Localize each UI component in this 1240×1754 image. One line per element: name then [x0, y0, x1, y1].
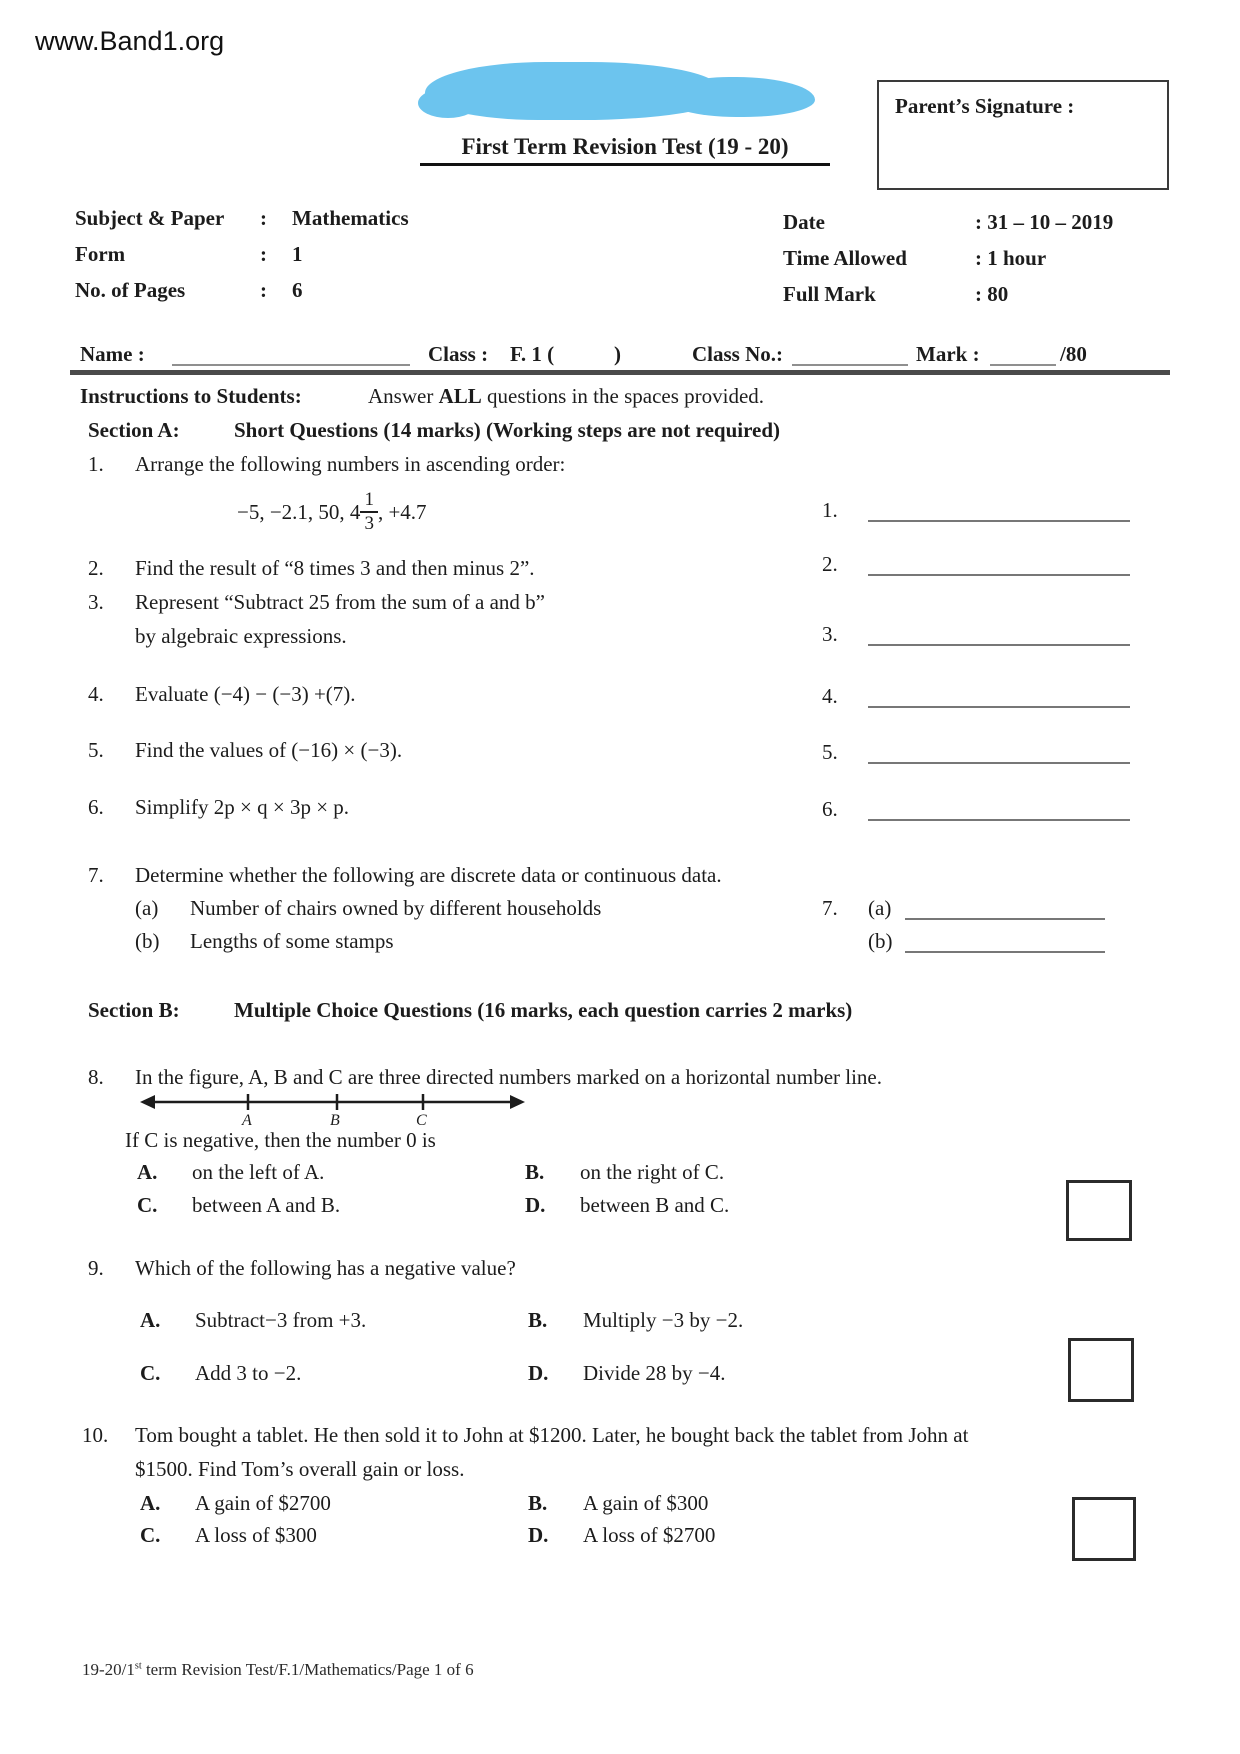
q8-option-c-text: between A and B.: [192, 1193, 341, 1217]
pages-value: 6: [292, 278, 303, 302]
q8-option-d-key: D.: [525, 1193, 546, 1217]
q10-option-a-key: A.: [140, 1491, 161, 1515]
answer-blank-7a[interactable]: [905, 896, 1105, 920]
q8-option-d-text: between B and C.: [580, 1193, 730, 1217]
q8-option-c-key: C.: [137, 1193, 158, 1217]
section-b-title: Multiple Choice Questions (16 marks, each question carries 2 marks): [234, 998, 853, 1022]
parent-signature-box[interactable]: [877, 80, 1169, 190]
instructions-label: Instructions to Students:: [80, 384, 302, 408]
q9-option-d-key: D.: [528, 1361, 549, 1385]
q2-text: Find the result of “8 times 3 and then minus 2”.: [135, 556, 535, 580]
pages-label: No. of Pages: [75, 278, 186, 302]
form-label: Form: [75, 242, 126, 266]
q10-option-d-key: D.: [528, 1523, 549, 1547]
numberline-label-c: C: [416, 1112, 427, 1129]
class-no-label: Class No.:: [692, 342, 784, 366]
q9-option-b-text: Multiply −3 by −2.: [583, 1308, 744, 1332]
section-a-label: Section A:: [88, 418, 180, 442]
q3-text-line2: by algebraic expressions.: [135, 624, 347, 648]
answer-blank-6[interactable]: [868, 797, 1130, 821]
q8-option-a-key: A.: [137, 1160, 158, 1184]
class-value: F. 1 (: [510, 342, 555, 366]
q6-answer-number: 6.: [822, 797, 838, 821]
watermark-text: www.Band1.org: [35, 26, 225, 56]
time-allowed-label: Time Allowed: [783, 246, 907, 270]
q7b-text: Lengths of some stamps: [190, 929, 394, 953]
q5-text: Find the values of (−16) × (−3).: [135, 738, 403, 762]
q10-option-b-text: A gain of $300: [583, 1491, 709, 1515]
q5-answer-number: 5.: [822, 740, 838, 764]
q9-option-a-key: A.: [140, 1308, 161, 1332]
q7a-answer-label: (a): [868, 896, 892, 920]
mark-blank[interactable]: [990, 342, 1056, 366]
subject-colon: :: [260, 206, 267, 230]
class-label: Class :: [428, 342, 489, 366]
q10-option-b-key: B.: [528, 1491, 548, 1515]
answer-box-q8[interactable]: [1066, 1180, 1132, 1241]
class-no-blank[interactable]: [792, 342, 908, 366]
q8-subtext: If C is negative, then the number 0 is: [125, 1128, 436, 1152]
q8-option-b-text: on the right of C.: [580, 1160, 725, 1184]
subject-value: Mathematics: [292, 206, 409, 230]
q8-number: 8.: [88, 1065, 104, 1089]
q7-number: 7.: [88, 863, 104, 887]
q6-number: 6.: [88, 795, 104, 819]
q1-answer-number: 1.: [822, 498, 838, 522]
q4-number: 4.: [88, 682, 104, 706]
q10-text-line1: Tom bought a tablet. He then sold it to John at $1200. Later, he bought back the tablet from John at: [135, 1423, 969, 1447]
divider-rule: [70, 370, 1170, 375]
answer-blank-5[interactable]: [868, 740, 1130, 764]
section-b-label: Section B:: [88, 998, 180, 1022]
answer-box-q9[interactable]: [1068, 1338, 1134, 1402]
q4-text: Evaluate (−4) − (−3) +(7).: [135, 682, 356, 706]
full-mark-label: Full Mark: [783, 282, 876, 306]
parent-signature-label: Parent’s Signature :: [895, 94, 1075, 118]
answer-blank-2[interactable]: [868, 552, 1130, 576]
numberline-label-a: A: [242, 1112, 252, 1129]
q3-number: 3.: [88, 590, 104, 614]
mark-label: Mark :: [916, 342, 980, 366]
q1-text: Arrange the following numbers in ascending order:: [135, 452, 566, 476]
answer-blank-7b[interactable]: [905, 929, 1105, 953]
q9-option-c-key: C.: [140, 1361, 161, 1385]
page-footer: 19-20/1st term Revision Test/F.1/Mathematics/Page 1 of 6: [82, 1660, 474, 1679]
form-value: 1: [292, 242, 303, 266]
q8-text: In the figure, A, B and C are three directed numbers marked on a horizontal number line.: [135, 1065, 882, 1089]
q9-option-d-text: Divide 28 by −4.: [583, 1361, 726, 1385]
footer-superscript: st: [134, 1660, 142, 1672]
q10-text-line2: $1500. Find Tom’s overall gain or loss.: [135, 1457, 465, 1481]
pages-colon: :: [260, 278, 267, 302]
q7b-label: (b): [135, 929, 160, 953]
subject-label: Subject & Paper: [75, 206, 225, 230]
class-paren-close: ): [614, 342, 621, 366]
date-value: : 31 – 10 – 2019: [975, 210, 1114, 234]
q9-option-b-key: B.: [528, 1308, 548, 1332]
time-allowed-value: : 1 hour: [975, 246, 1047, 270]
q1-fraction: $\frac{1}{3}$: [360, 490, 378, 534]
form-colon: :: [260, 242, 267, 266]
exam-title: First Term Revision Test (19 - 20): [420, 134, 830, 166]
q10-number: 10.: [82, 1423, 109, 1447]
q9-number: 9.: [88, 1256, 104, 1280]
mark-total: /80: [1060, 342, 1087, 366]
q7b-answer-label: (b): [868, 929, 893, 953]
q8-option-a-text: on the left of A.: [192, 1160, 325, 1184]
q7-text: Determine whether the following are discrete data or continuous data.: [135, 863, 722, 887]
q2-answer-number: 2.: [822, 552, 838, 576]
name-blank[interactable]: [172, 342, 410, 366]
q9-option-a-text: Subtract−3 from +3.: [195, 1308, 367, 1332]
q4-answer-number: 4.: [822, 684, 838, 708]
redaction-blob-edge: [418, 88, 478, 118]
name-label: Name :: [80, 342, 145, 366]
redaction-blob-tail: [665, 77, 815, 117]
full-mark-value: : 80: [975, 282, 1009, 306]
instructions-text: Answer ALL questions in the spaces provided.: [368, 384, 765, 408]
answer-box-q10[interactable]: [1072, 1497, 1136, 1561]
q10-option-d-text: A loss of $2700: [583, 1523, 716, 1547]
q6-text: Simplify 2p × q × 3p × p.: [135, 795, 350, 819]
q5-number: 5.: [88, 738, 104, 762]
q7a-text: Number of chairs owned by different households: [190, 896, 602, 920]
answer-blank-3[interactable]: [868, 622, 1130, 646]
q3-answer-number: 3.: [822, 622, 838, 646]
q9-option-c-text: Add 3 to −2.: [195, 1361, 302, 1385]
q8-option-b-key: B.: [525, 1160, 545, 1184]
q7a-label: (a): [135, 896, 159, 920]
q3-text-line1: Represent “Subtract 25 from the sum of a and b”: [135, 590, 545, 614]
q1-number: 1.: [88, 452, 104, 476]
q7-answer-number: 7.: [822, 896, 838, 920]
q2-number: 2.: [88, 556, 104, 580]
section-a-title: Short Questions (14 marks) (Working steps are not required): [234, 418, 781, 442]
q1-number-list: −5, −2.1, 50, 4 $\frac{1}{3}$ , +4.7: [237, 489, 427, 534]
date-label: Date: [783, 210, 825, 234]
q10-option-a-text: A gain of $2700: [195, 1491, 331, 1515]
answer-blank-1[interactable]: [868, 498, 1130, 522]
q10-option-c-text: A loss of $300: [195, 1523, 317, 1547]
numberline-label-b: B: [330, 1112, 340, 1129]
q9-text: Which of the following has a negative value?: [135, 1256, 516, 1280]
q10-option-c-key: C.: [140, 1523, 161, 1547]
answer-blank-4[interactable]: [868, 684, 1130, 708]
